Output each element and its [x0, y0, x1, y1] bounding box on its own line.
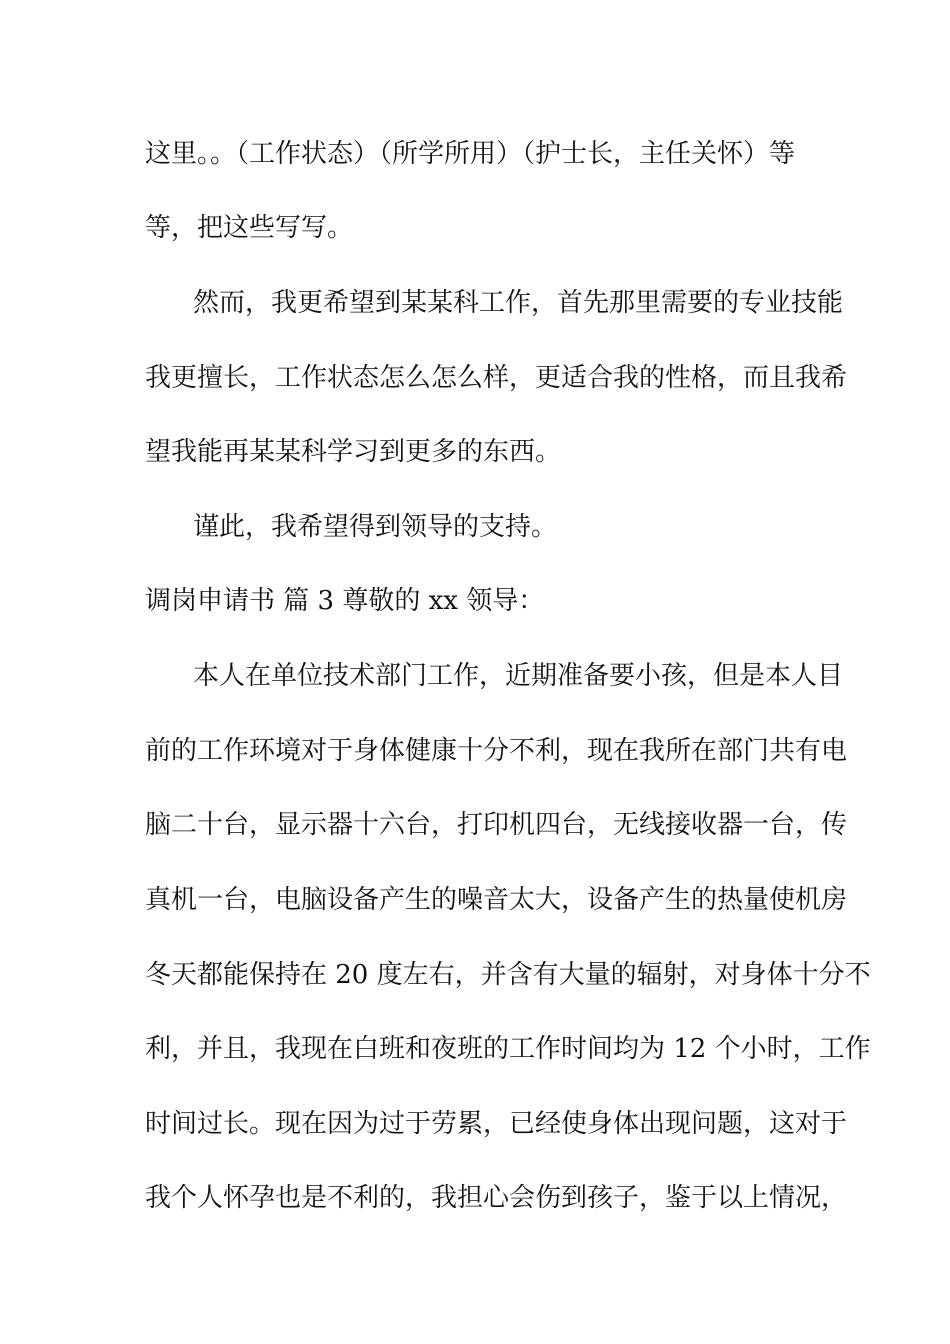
text-line: 我个人怀孕也是不利的，我担心会伤到孩子，鉴于以上情况，	[145, 1183, 848, 1213]
paragraph-start: 谨此，我希望得到领导的支持。	[193, 512, 558, 542]
text-line: 我更擅长，工作状态怎么怎么样，更适合我的性格，而且我希	[145, 363, 848, 393]
text-line: 真机一台，电脑设备产生的噪音太大，设备产生的热量使机房	[145, 885, 848, 915]
text-line: 望我能再某某科学习到更多的东西。	[145, 437, 562, 467]
text-line: 脑二十台，显示器十六台，打印机四台，无线接收器一台，传	[145, 810, 848, 840]
text-line: 前的工作环境对于身体健康十分不利，现在我所在部门共有电	[145, 736, 848, 766]
paragraph-start: 本人在单位技术部门工作，近期准备要小孩，但是本人目	[193, 661, 844, 691]
text-line: 等，把这些写写。	[145, 213, 354, 243]
text-line: 这里。。（工作状态）（所学所用）（护士长，主任关怀）等	[145, 139, 796, 169]
paragraph-start: 然而，我更希望到某某科工作，首先那里需要的专业技能	[193, 288, 844, 318]
section-heading: 调岗申请书 篇 3 尊敬的 xx 领导：	[145, 586, 545, 616]
text-line: 利，并且，我现在白班和夜班的工作时间均为 12 个小时，工作	[145, 1034, 871, 1064]
text-line: 冬天都能保持在 20 度左右，并含有大量的辐射，对身体十分不	[145, 960, 871, 990]
text-line: 时间过长。现在因为过于劳累，已经使身体出现问题，这对于	[145, 1109, 848, 1139]
